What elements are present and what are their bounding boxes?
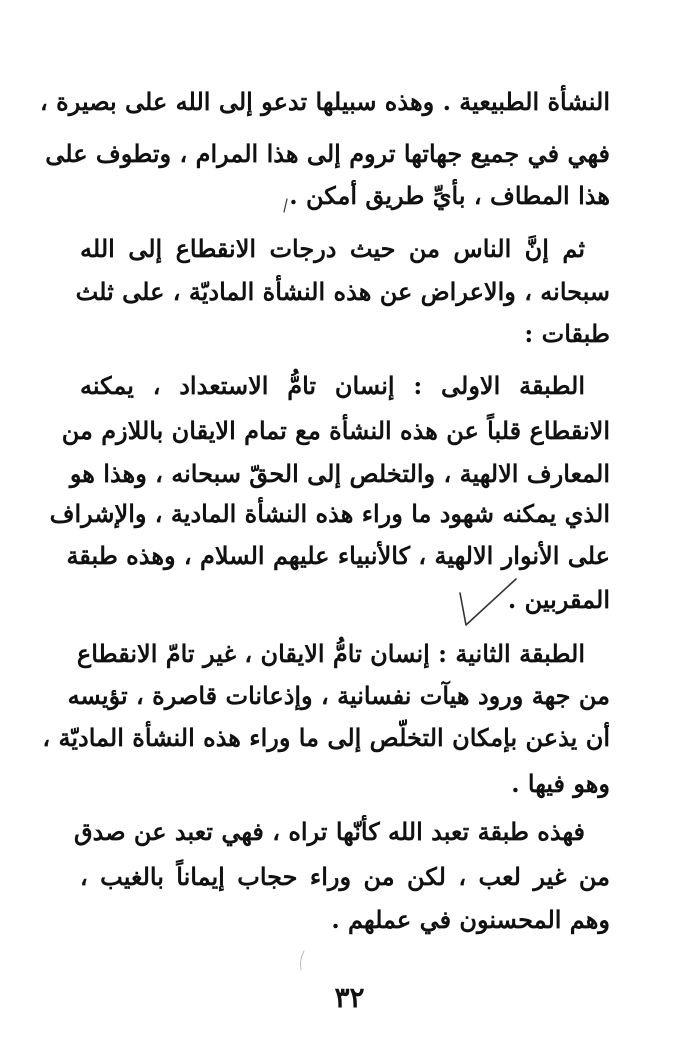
text-line: على الأنوار الالهية ، كالأنبياء عليهم السلام ، وهذه طبقة (66, 541, 610, 570)
stray-mark (282, 198, 290, 214)
text-line: سبحانه ، والاعراض عن هذه النشأة الماديّة ، على ثلث (75, 277, 610, 306)
text-line: الطبقة الثانية : إنسان تامُّ الايقان ، غير تامّ الانقطاع (76, 639, 585, 668)
text-line: أن يذعن بإمكان التخلّص إلى ما وراء هذه النشأة الماديّة ، (42, 723, 610, 752)
text-line: الطبقة الاولى : إنسان تامُّ الاستعداد ، يمكنه (80, 371, 585, 400)
text-line: هذا المطاف ، بأيِّ طريق أمكن . (289, 181, 610, 210)
check-mark (452, 575, 522, 630)
page-number: ٣٢ (334, 981, 365, 1014)
text-line: من غير لعب ، لكن من وراء حجاب إيماناً بالغيب ، (80, 862, 610, 891)
text-line: وهو فيها . (511, 769, 610, 798)
text-line: وهم المحسنون في عملهم . (331, 905, 610, 934)
text-line: فهي في جميع جهاتها تروم إلى هذا المرام ، وتطوف على (45, 139, 610, 168)
text-line: فهذه طبقة تعبد الله كأنّها تراه ، فهي تعبد عن صدق (73, 817, 585, 846)
text-line: من جهة ورود هيآت نفسانية ، وإذعانات قاصرة ، تؤيسه (67, 681, 610, 710)
text-line: الذي يمكنه شهود ما وراء هذه النشأة المادية ، والإشراف (49, 499, 610, 528)
text-line: المعارف الالهية ، والتخلص إلى الحقّ سبحانه ، وهذا هو (69, 459, 610, 488)
text-line: طبقات : (524, 319, 610, 348)
text-line: النشأة الطبيعية . وهذه سبيلها تدعو إلى الله على بصيرة ، (40, 87, 610, 116)
text-line: الانقطاع قلباً عن هذه النشأة مع تمام الايقان باللازم من (61, 416, 610, 445)
text-line: المقربين . (507, 585, 610, 614)
text-line: ثم إنَّ الناس من حيث درجات الانقطاع إلى الله (80, 234, 585, 263)
stray-mark (297, 950, 307, 972)
